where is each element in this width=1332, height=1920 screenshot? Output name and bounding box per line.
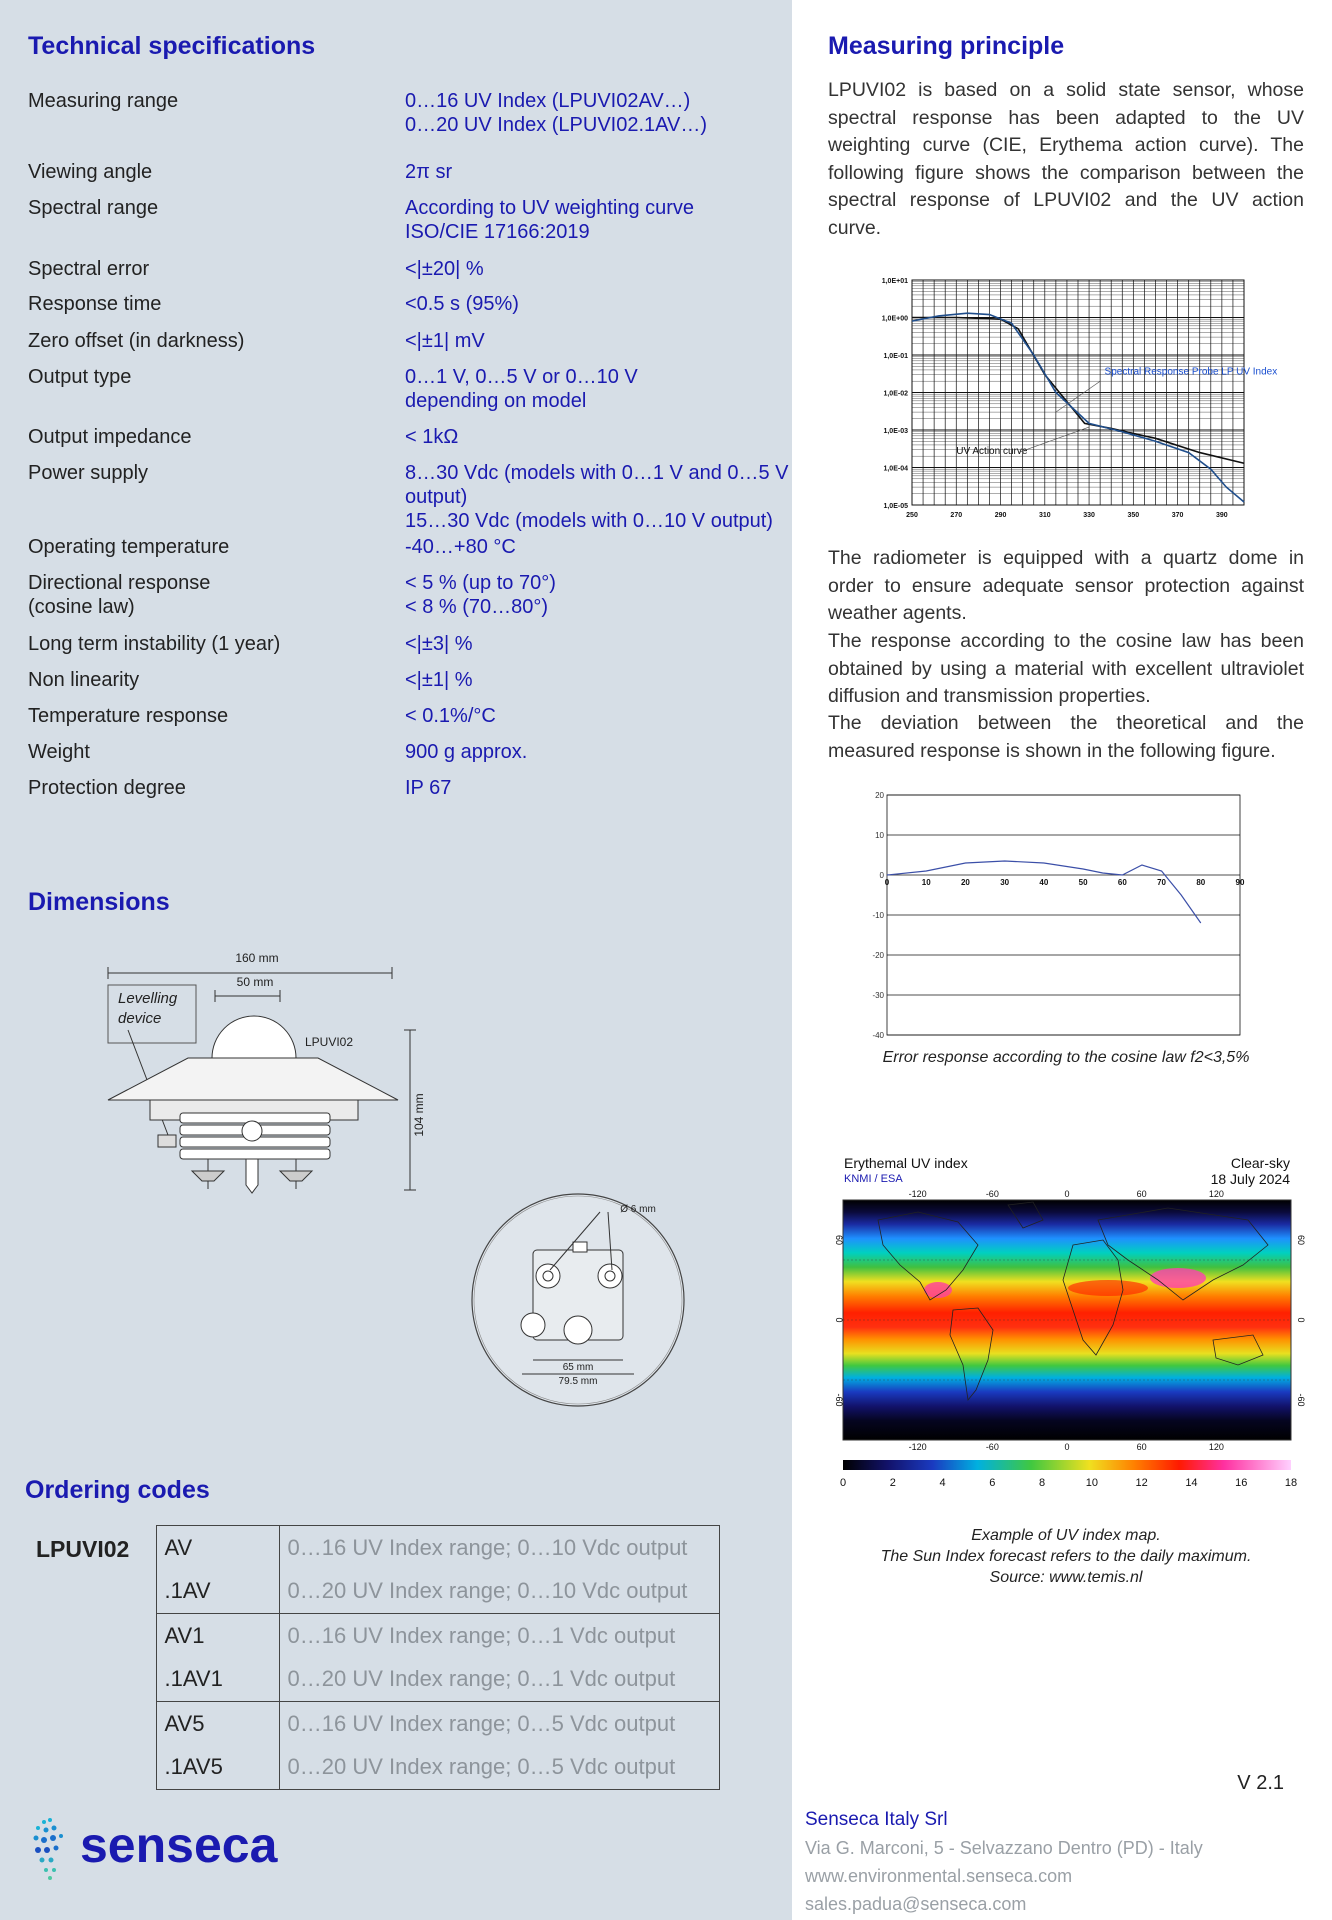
uv-index-map	[828, 1150, 1304, 1495]
y-tick-label: -20	[872, 951, 884, 960]
x-tick-label: 330	[1083, 512, 1095, 519]
dimensions-title: Dimensions	[28, 888, 170, 916]
map-lat-tick: 60	[834, 1234, 844, 1246]
uvmap-source: KNMI / ESA	[844, 1173, 903, 1185]
dim-height: 104 mm	[412, 1093, 426, 1137]
spec-value: 8…30 Vdc (models with 0…1 V and 0…5 V output) 15…30 Vdc (models with 0…10 V output)	[405, 462, 789, 532]
ordering-desc: 0…16 UV Index range; 0…10 Vdc output	[279, 1526, 719, 1570]
scale-tick: 16	[1235, 1477, 1248, 1489]
map-lon-tick: 60	[1136, 1442, 1147, 1452]
principle-title: Measuring principle	[828, 32, 1065, 60]
spec-label: Output type	[28, 366, 132, 388]
ordering-desc: 0…20 UV Index range; 0…1 Vdc output	[279, 1658, 719, 1702]
dim-width-total: 160 mm	[235, 951, 279, 965]
specs-title: Technical specifications	[28, 32, 316, 60]
spec-value: <|±3| %	[405, 633, 473, 655]
spec-label: Long term instability (1 year)	[28, 633, 281, 655]
model-label: LPUVI02	[305, 1035, 354, 1049]
spec-value: -40…+80 °C	[405, 536, 516, 558]
spectral-response-chart	[870, 268, 1278, 533]
scale-tick: 4	[939, 1477, 946, 1489]
y-tick-label: 1,0E+00	[881, 315, 908, 323]
scale-tick: 18	[1284, 1477, 1298, 1489]
spec-label: Output impedance	[28, 426, 192, 448]
x-tick-label: 290	[994, 512, 1007, 519]
side-view-drawing	[100, 945, 430, 1200]
y-tick-label: 1,0E-03	[883, 428, 908, 435]
spec-label: Temperature response	[28, 705, 229, 727]
ordering-code: AV1	[156, 1614, 279, 1658]
leveling-label-1: Levelling	[118, 990, 178, 1007]
map-lat-tick: -60	[1296, 1393, 1306, 1407]
scale-tick: 12	[1135, 1477, 1148, 1489]
dim-79: 79.5 mm	[558, 1376, 598, 1387]
map-lon-tick: 60	[1136, 1189, 1147, 1199]
scale-tick: 6	[989, 1477, 996, 1489]
spec-value: 0…16 UV Index (LPUVI02AV…) 0…20 UV Index (LPUVI02.1AV…)	[405, 90, 707, 136]
spec-label: Spectral range	[28, 197, 159, 219]
map-lon-tick: -120	[908, 1189, 927, 1199]
ordering-desc: 0…16 UV Index range; 0…1 Vdc output	[279, 1614, 719, 1658]
ordering-desc: 0…20 UV Index range; 0…10 Vdc output	[279, 1570, 719, 1614]
ordering-desc: 0…20 UV Index range; 0…5 Vdc output	[279, 1746, 719, 1790]
annotation: UV Action curve	[956, 445, 1028, 457]
map-lat-tick: 0	[1296, 1317, 1306, 1323]
y-tick-label: 1,0E-02	[883, 390, 908, 398]
spec-label: Zero offset (in darkness)	[28, 330, 245, 352]
footer-company: Senseca Italy Srl	[805, 1809, 948, 1830]
spec-value: <|±1| mV	[405, 330, 485, 352]
ordering-model: LPUVI02	[36, 1535, 130, 1562]
spec-label: Viewing angle	[28, 161, 153, 183]
cosine-caption: Error response according to the cosine law f2<3,5%	[882, 1049, 1250, 1066]
x-tick-label: 0	[884, 878, 890, 887]
x-tick-label: 310	[1038, 512, 1051, 519]
spec-label: Response time	[28, 293, 162, 315]
map-lat-tick: 0	[834, 1317, 844, 1323]
ordering-code: AV	[156, 1526, 279, 1570]
x-tick-label: 10	[921, 878, 931, 887]
principle-para4: The deviation between the theoretical and the measured response is shown in the following figure.	[828, 712, 1304, 762]
spec-label: Operating temperature	[28, 536, 230, 558]
ordering-title: Ordering codes	[25, 1476, 210, 1504]
map-lat-tick: 60	[1296, 1234, 1306, 1246]
logo-mark-icon	[34, 1818, 64, 1880]
spec-label: Directional response (cosine law)	[28, 572, 211, 618]
y-tick-label: 10	[875, 831, 884, 840]
spec-value: 2π sr	[405, 161, 453, 183]
spec-label: Weight	[28, 741, 90, 763]
footer-web[interactable]: www.environmental.senseca.com	[805, 1866, 1073, 1886]
map-lon-tick: 0	[1064, 1442, 1070, 1452]
x-tick-label: 80	[1196, 878, 1206, 887]
scale-tick: 0	[839, 1477, 847, 1489]
spec-label: Protection degree	[28, 777, 186, 799]
spec-value: <|±20| %	[405, 258, 484, 280]
scale-tick: 8	[1039, 1477, 1046, 1489]
spec-value: < 0.1%/°C	[405, 705, 496, 727]
spec-value: <0.5 s (95%)	[405, 293, 519, 315]
dim-width-dome: 50 mm	[236, 975, 274, 989]
spec-value: < 5 % (up to 70°) < 8 % (70…80°)	[405, 572, 556, 618]
spec-value: < 1kΩ	[405, 426, 459, 448]
footer-email[interactable]: sales.padua@senseca.com	[805, 1894, 1027, 1914]
logo-text: senseca	[80, 1817, 278, 1873]
spec-value: IP 67	[405, 777, 452, 799]
x-tick-label: 60	[1117, 878, 1127, 887]
map-lon-tick: -120	[908, 1442, 927, 1452]
ordering-code: .1AV	[156, 1570, 279, 1614]
principle-para2: The radiometer is equipped with a quartz dome in order to ensure adequate sensor protection against weather agents.	[828, 547, 1304, 624]
spec-label: Power supply	[28, 462, 149, 484]
map-lon-tick: 0	[1064, 1189, 1070, 1199]
x-tick-label: 390	[1216, 512, 1228, 519]
dim-hole: Ø 6 mm	[620, 1204, 656, 1215]
uvmap-date: 18 July 2024	[1210, 1171, 1290, 1187]
ordering-code: .1AV5	[156, 1746, 279, 1790]
ordering-code: AV5	[156, 1702, 279, 1746]
scale-tick: 10	[1085, 1477, 1099, 1489]
y-tick-label: -40	[872, 1031, 884, 1040]
map-caption: Example of UV index map. The Sun Index forecast refers to the daily maximum. Source: www.temis.nl	[880, 1527, 1252, 1586]
y-tick-label: -30	[872, 991, 884, 1000]
y-tick-label: 20	[875, 791, 884, 800]
scale-tick: 14	[1185, 1477, 1198, 1489]
y-tick-label: -10	[872, 911, 884, 920]
spec-label: Measuring range	[28, 90, 179, 112]
y-tick-label: 1,0E-05	[883, 503, 908, 510]
ordering-code: .1AV1	[156, 1658, 279, 1702]
spec-label: Non linearity	[28, 669, 140, 691]
principle-para3: The response according to the cosine law has been obtained by using a material with excellent ultraviolet diffusion and transmission properties.	[828, 630, 1304, 707]
y-tick-label: 0	[879, 871, 884, 880]
spec-value: 0…1 V, 0…5 V or 0…10 V depending on model	[405, 366, 638, 412]
x-tick-label: 250	[906, 512, 918, 519]
x-tick-label: 350	[1127, 512, 1140, 519]
bottom-view-drawing	[470, 1190, 695, 1415]
x-tick-label: 50	[1078, 878, 1088, 887]
y-tick-label: 1,0E+01	[881, 278, 908, 285]
principle-para1: LPUVI02 is based on a solid state sensor, whose spectral response has been adapted to the UV weighting curve (CIE, Erythema action curve). The following figure shows the comparison between the spectral response of LPUVI02 and the UV action curve.	[828, 79, 1304, 239]
spec-value: 900 g approx.	[405, 741, 528, 763]
version-label: V 2.1	[1237, 1772, 1284, 1794]
uvmap-title: Erythemal UV index	[844, 1155, 968, 1171]
x-tick-label: 30	[1000, 878, 1010, 887]
map-lat-tick: -60	[834, 1393, 844, 1407]
ordering-row	[28, 1526, 719, 1570]
x-tick-label: 20	[960, 878, 970, 887]
x-tick-label: 70	[1157, 878, 1167, 887]
y-tick-label: 1,0E-04	[883, 465, 908, 473]
footer-address: Via G. Marconi, 5 - Selvazzano Dentro (PD) - Italy	[805, 1838, 1203, 1858]
dim-65: 65 mm	[562, 1362, 594, 1373]
spec-value: <|±1| %	[405, 669, 473, 691]
scale-tick: 2	[889, 1477, 896, 1489]
uvmap-mode: Clear-sky	[1230, 1155, 1290, 1171]
map-lon-tick: 120	[1208, 1189, 1224, 1199]
ordering-desc: 0…16 UV Index range; 0…5 Vdc output	[279, 1702, 719, 1746]
map-lon-tick: -60	[985, 1189, 999, 1199]
spec-value: According to UV weighting curve ISO/CIE 17166:2019	[405, 197, 695, 243]
cosine-error-chart	[865, 780, 1265, 1040]
x-tick-label: 270	[950, 512, 963, 519]
spec-label: Spectral error	[28, 258, 150, 280]
map-lon-tick: -60	[985, 1442, 999, 1452]
leveling-label-2: device	[118, 1010, 162, 1027]
y-tick-label: 1,0E-01	[883, 353, 908, 360]
map-lon-tick: 120	[1208, 1442, 1224, 1452]
ordering-codes-table	[28, 1525, 720, 1790]
x-tick-label: 40	[1039, 878, 1049, 887]
x-tick-label: 90	[1235, 878, 1245, 887]
annotation: Spectral Response Probe LP UV Index	[1104, 366, 1278, 378]
senseca-logo	[28, 1810, 338, 1885]
x-tick-label: 370	[1171, 512, 1184, 519]
